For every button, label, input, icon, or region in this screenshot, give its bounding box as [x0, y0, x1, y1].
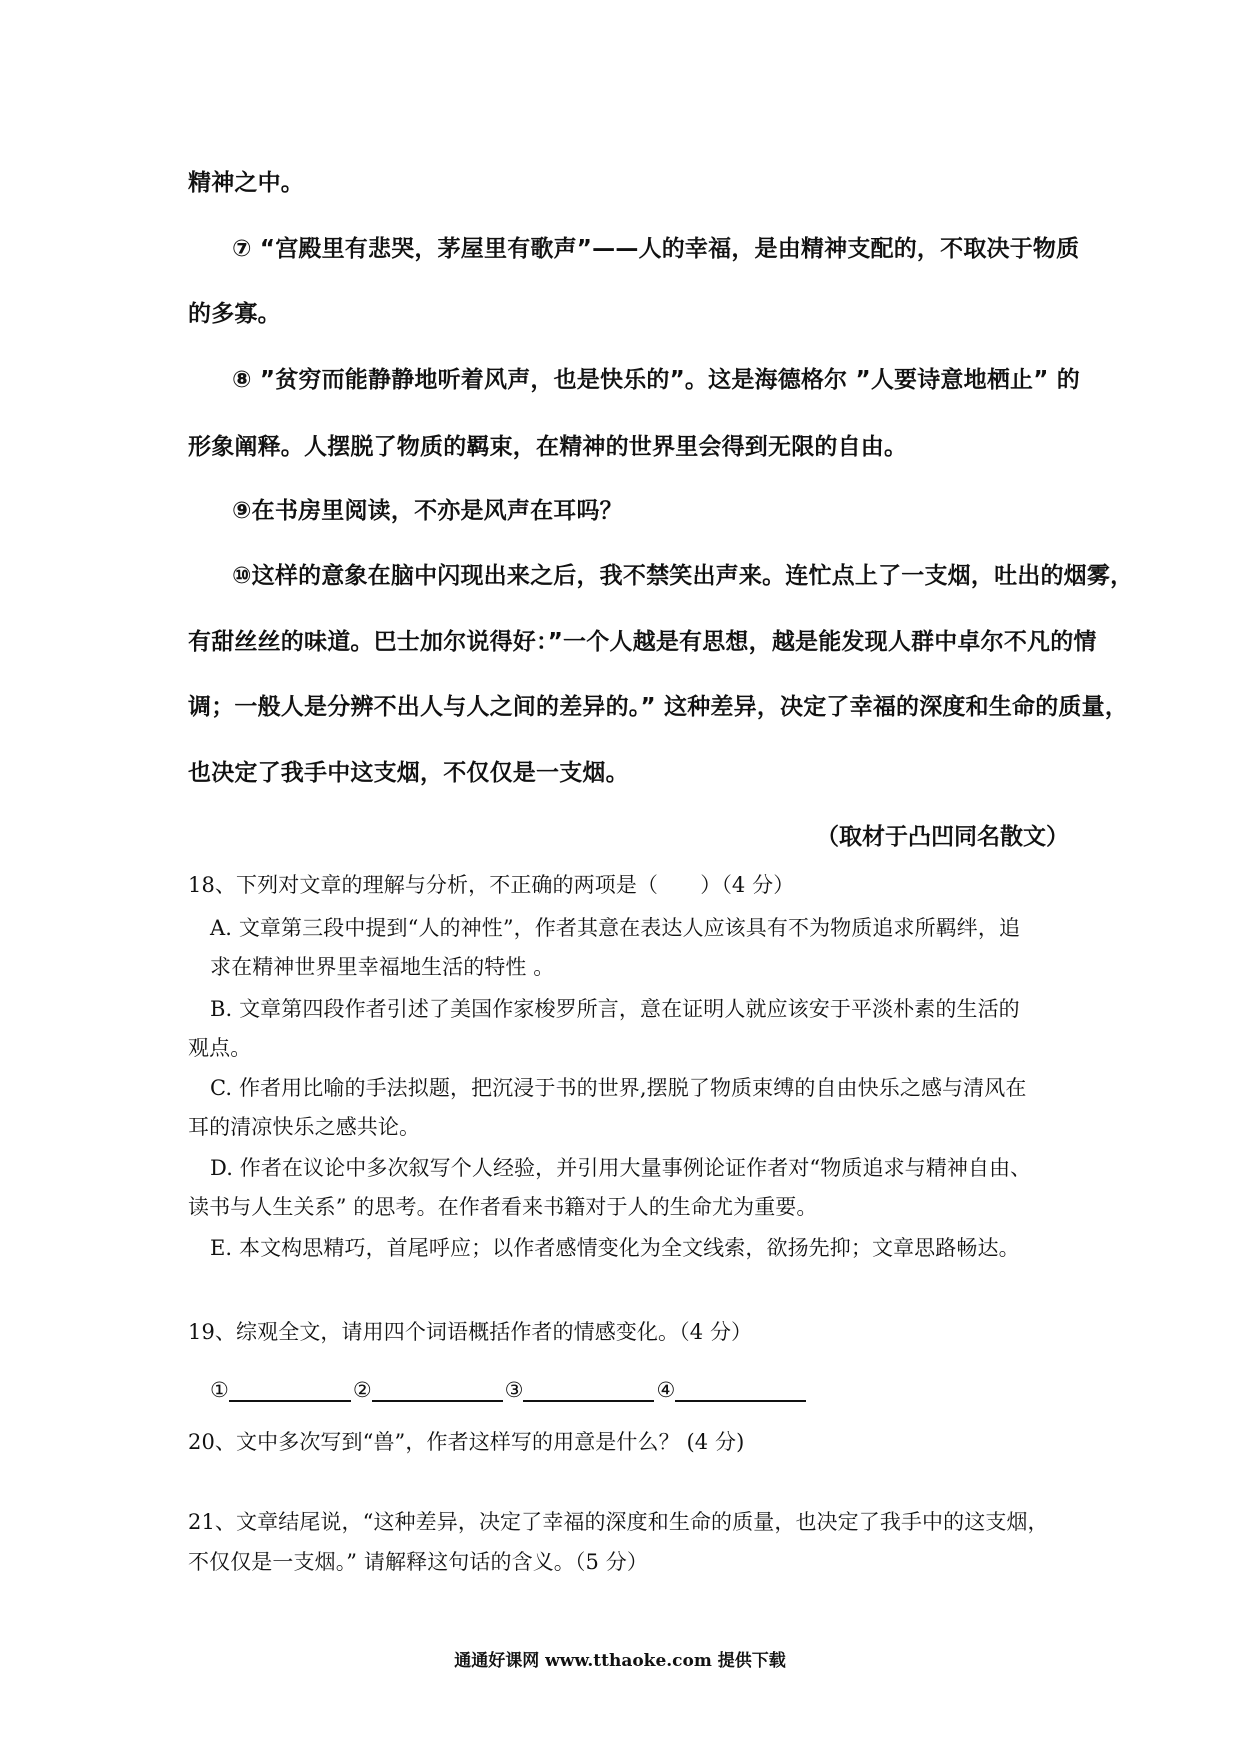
- question-18-option-d-line-1: D. 作者在议论中多次叙写个人经验，并引用大量事例论证作者对“物质追求与精神自由、: [210, 1156, 1032, 1180]
- passage-line-5: 形象阐释。人摆脱了物质的羁束，在精神的世界里会得到无限的自由。: [188, 434, 908, 460]
- question-18-option-e: E. 本文构思精巧，首尾呼应；以作者感情变化为全文线索，欲扬先抑；文章思路畅达。: [210, 1236, 1020, 1260]
- question-18-option-b-line-2: 观点。: [188, 1036, 252, 1060]
- passage-source: （取材于凸凹同名散文）: [816, 824, 1069, 850]
- blank-label-1: ①: [210, 1378, 229, 1402]
- blank-label-2: ②: [352, 1378, 372, 1402]
- passage-line-4: ⑧ ”贫穷而能静静地听着风声，也是快乐的”。这是海德格尔 ”人要诗意地栖止” 的: [232, 367, 1080, 393]
- question-18-option-c-line-2: 耳的清凉快乐之感共论。: [188, 1115, 421, 1139]
- blank-label-4: ④: [656, 1378, 676, 1402]
- question-18-option-d-line-2: 读书与人生关系” 的思考。在作者看来书籍对于人的生命尤为重要。: [188, 1195, 818, 1219]
- passage-line-3: 的多寡。: [188, 301, 281, 327]
- passage-line-1: 精神之中。: [188, 170, 304, 196]
- passage-line-8: 有甜丝丝的味道。巴士加尔说得好：”一个人越是有思想，越是能发现人群中卓尔不凡的情: [188, 629, 1097, 655]
- question-18-option-a-line-2: 求在精神世界里幸福地生活的特性 。: [210, 955, 555, 979]
- question-18-option-a-line-1: A. 文章第三段中提到“人的神性”，作者其意在表达人应该具有不为物质追求所羁绊，追: [210, 916, 1021, 940]
- passage-line-2: ⑦ “宫殿里有悲哭，茅屋里有歌声”——人的幸福，是由精神支配的，不取决于物质: [232, 236, 1080, 262]
- passage-line-7: ⑩这样的意象在脑中闪现出来之后，我不禁笑出声来。连忙点上了一支烟，吐出的烟雾，: [232, 563, 1134, 589]
- blank-label-3: ③: [504, 1378, 524, 1402]
- passage-line-9: 调；一般人是分辨不出人与人之间的差异的。” 这种差异，决定了幸福的深度和生命的质量，: [188, 694, 1129, 720]
- question-21-line-2: 不仅仅是一支烟。” 请解释这句话的含义。（5 分）: [188, 1550, 648, 1574]
- question-19-answer-blanks: [210, 1378, 808, 1402]
- question-20-stem: 20、文中多次写到“兽”，作者这样写的用意是什么？ (4 分): [188, 1430, 745, 1454]
- passage-line-6: ⑨在书房里阅读，不亦是风声在耳吗？: [232, 498, 623, 524]
- question-18-option-c-line-1: C. 作者用比喻的手法拟题，把沉浸于书的世界,摆脱了物质束缚的自由快乐之感与清风在: [210, 1076, 1027, 1100]
- answer-blank-1[interactable]: [229, 1380, 351, 1402]
- passage-line-10: 也决定了我手中这支烟，不仅仅是一支烟。: [188, 760, 629, 786]
- question-19-stem: 19、综观全文，请用四个词语概括作者的情感变化。（4 分）: [188, 1320, 753, 1344]
- footer-download-note: 通通好课网 www.tthaoke.com 提供下载: [454, 1651, 786, 1671]
- question-18-stem: 18、下列对文章的理解与分析，不正确的两项是（ ）（4 分）: [188, 873, 795, 897]
- answer-blank-2[interactable]: [372, 1380, 503, 1402]
- answer-blank-3[interactable]: [523, 1380, 654, 1402]
- answer-blank-4[interactable]: [675, 1380, 806, 1402]
- question-21-line-1: 21、文章结尾说，“这种差异，决定了幸福的深度和生命的质量，也决定了我手中的这支烟，: [188, 1510, 1049, 1534]
- question-18-option-b-line-1: B. 文章第四段作者引述了美国作家梭罗所言，意在证明人就应该安于平淡朴素的生活的: [210, 997, 1020, 1021]
